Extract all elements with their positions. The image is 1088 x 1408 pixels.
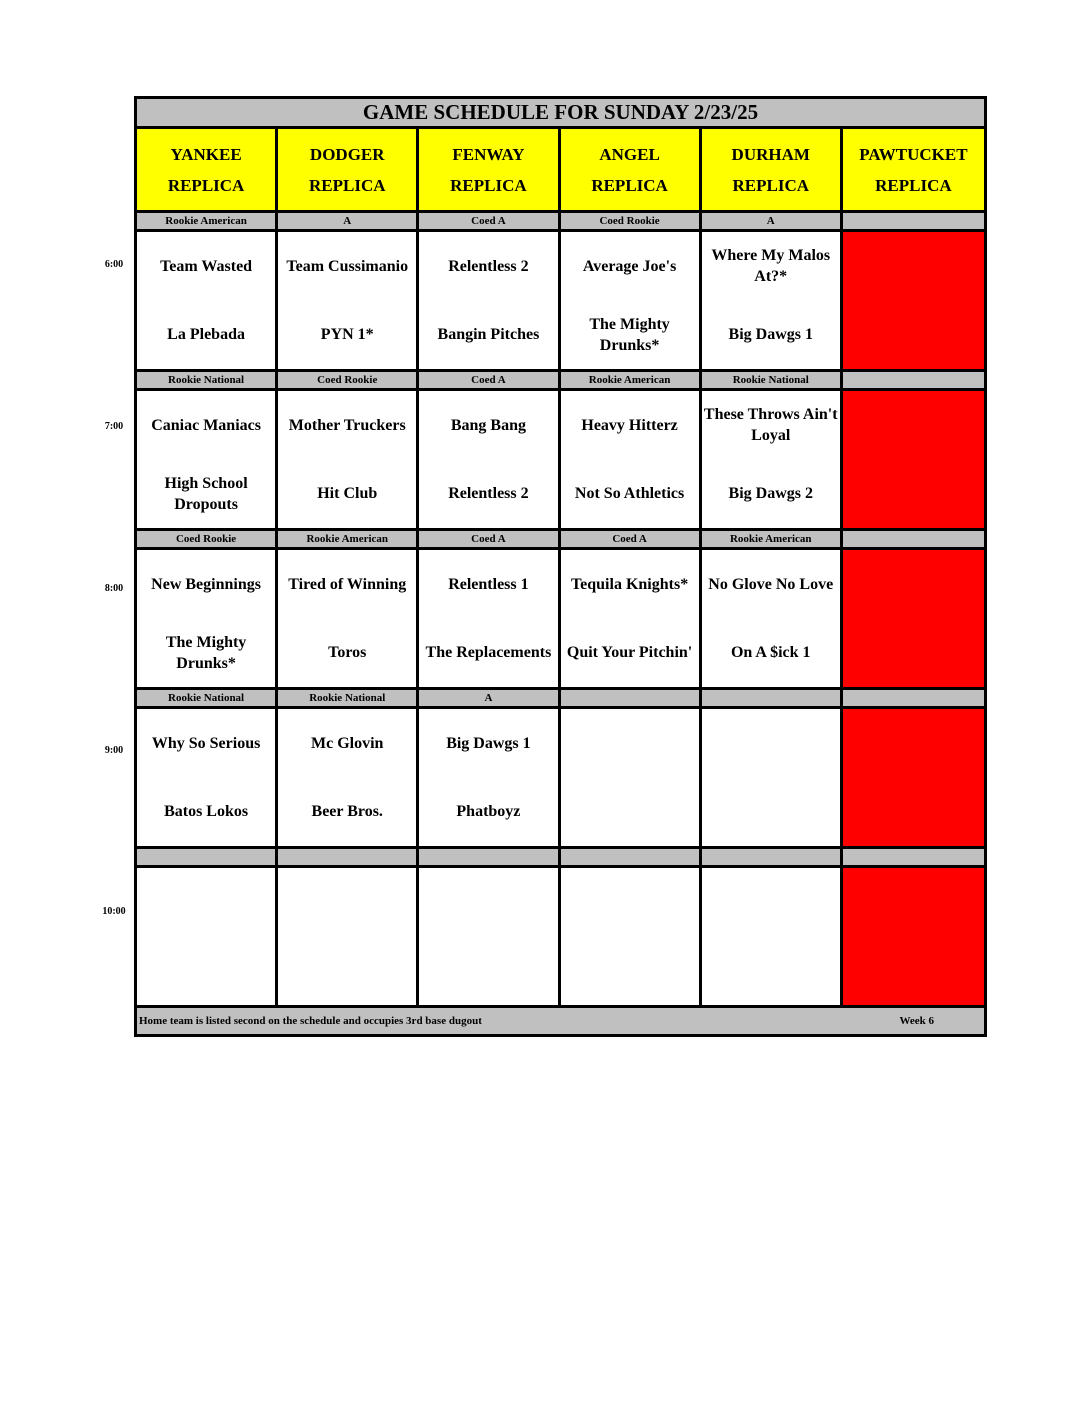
week-label: Week 6 bbox=[899, 1015, 934, 1027]
division-label bbox=[561, 849, 702, 865]
division-label: Rookie National bbox=[702, 372, 843, 388]
away-team: Relentless 2 bbox=[448, 257, 529, 275]
closed-field-cell bbox=[843, 550, 984, 687]
home-team: Hit Club bbox=[317, 485, 378, 503]
division-label: Rookie American bbox=[702, 531, 843, 547]
division-label: Coed Rookie bbox=[137, 531, 278, 547]
home-team: The Replacements bbox=[425, 644, 552, 662]
home-team bbox=[702, 937, 840, 1006]
closed-field-cell bbox=[843, 213, 984, 229]
field-sub: REPLICA bbox=[591, 175, 668, 195]
home-team: Bangin Pitches bbox=[437, 326, 540, 344]
field-sub: REPLICA bbox=[875, 175, 952, 195]
game-cell bbox=[702, 709, 843, 846]
division-label bbox=[419, 849, 560, 865]
division-label: Coed A bbox=[561, 531, 702, 547]
schedule-table bbox=[134, 96, 987, 1037]
game-cell bbox=[702, 391, 843, 528]
home-team: On A $ick 1 bbox=[730, 644, 811, 662]
game-cell bbox=[561, 391, 702, 528]
division-label: Coed A bbox=[419, 531, 560, 547]
game-cell bbox=[278, 232, 419, 369]
away-team: Bang Bang bbox=[450, 416, 526, 434]
field-sub: REPLICA bbox=[450, 175, 527, 195]
game-cell bbox=[561, 868, 702, 1005]
field-header-row bbox=[137, 129, 984, 213]
time-label-600: 6:00 bbox=[104, 259, 124, 270]
field-header-pawtucket bbox=[843, 129, 984, 210]
game-cell bbox=[561, 709, 702, 846]
game-cell bbox=[419, 868, 560, 1005]
game-cell bbox=[561, 232, 702, 369]
home-team: Batos Lokos bbox=[164, 803, 249, 821]
time-label-800: 8:00 bbox=[104, 583, 124, 594]
game-cell bbox=[278, 868, 419, 1005]
home-team bbox=[137, 937, 275, 1006]
home-team: The Mighty Drunks* bbox=[165, 633, 247, 672]
schedule-title: GAME SCHEDULE FOR SUNDAY 2/23/25 bbox=[137, 99, 984, 129]
away-team bbox=[561, 709, 699, 778]
time-label-900: 9:00 bbox=[104, 745, 124, 756]
away-team: Heavy Hitterz bbox=[581, 416, 678, 434]
away-team bbox=[702, 868, 840, 937]
division-label: Rookie American bbox=[278, 531, 419, 547]
home-team: Big Dawgs 2 bbox=[728, 485, 813, 503]
home-team: Beer Bros. bbox=[311, 803, 383, 821]
away-team: Big Dawgs 1 bbox=[446, 734, 531, 752]
division-label: Coed Rookie bbox=[278, 372, 419, 388]
away-team: No Glove No Love bbox=[708, 575, 834, 593]
field-header-angel bbox=[561, 129, 702, 210]
closed-field-cell bbox=[843, 531, 984, 547]
closed-field-cell bbox=[843, 709, 984, 846]
division-label: Rookie National bbox=[137, 372, 278, 388]
game-cell bbox=[419, 709, 560, 846]
time-label-1000: 10:00 bbox=[102, 906, 126, 917]
closed-field-cell bbox=[843, 868, 984, 1005]
division-label: A bbox=[419, 690, 560, 706]
away-team: Tequila Knights* bbox=[570, 575, 689, 593]
field-header-yankee bbox=[137, 129, 278, 210]
division-label bbox=[561, 690, 702, 706]
game-row-700 bbox=[137, 391, 984, 531]
away-team: Why So Serious bbox=[151, 734, 261, 752]
game-cell bbox=[278, 709, 419, 846]
division-row-800 bbox=[137, 531, 984, 550]
home-team: Quit Your Pitchin' bbox=[566, 644, 693, 662]
away-team: Relentless 1 bbox=[448, 575, 529, 593]
game-cell bbox=[278, 391, 419, 528]
game-row-1000 bbox=[137, 868, 984, 1008]
closed-field-cell bbox=[843, 232, 984, 369]
home-team: Big Dawgs 1 bbox=[728, 326, 813, 344]
field-sub: REPLICA bbox=[167, 175, 245, 195]
division-label: Rookie National bbox=[137, 690, 278, 706]
away-team: Average Joe's bbox=[582, 257, 677, 275]
game-cell bbox=[137, 868, 278, 1005]
division-row-600 bbox=[137, 213, 984, 232]
home-team bbox=[278, 937, 416, 1006]
division-label: Rookie American bbox=[561, 372, 702, 388]
away-team bbox=[278, 868, 416, 937]
away-team bbox=[561, 868, 699, 937]
game-cell bbox=[278, 550, 419, 687]
away-team: Mc Glovin bbox=[311, 734, 384, 752]
home-team bbox=[702, 778, 840, 847]
division-label: A bbox=[278, 213, 419, 229]
home-team: Not So Athletics bbox=[574, 485, 685, 503]
home-team-note: Home team is listed second on the schedule and occupies 3rd base dugout bbox=[139, 1015, 482, 1027]
game-cell bbox=[419, 232, 560, 369]
home-team: The Mighty Drunks* bbox=[589, 315, 670, 354]
field-name: PAWTUCKET bbox=[859, 144, 968, 164]
home-team bbox=[419, 937, 557, 1006]
game-cell bbox=[137, 709, 278, 846]
away-team: Mother Truckers bbox=[288, 416, 406, 434]
game-row-900 bbox=[137, 709, 984, 849]
division-label bbox=[702, 849, 843, 865]
field-name: ANGEL bbox=[599, 144, 660, 164]
field-name: DODGER bbox=[309, 144, 385, 164]
game-cell bbox=[419, 391, 560, 528]
away-team: Team Cussimanio bbox=[286, 257, 409, 275]
closed-field-cell bbox=[843, 391, 984, 528]
game-cell bbox=[419, 550, 560, 687]
closed-field-cell bbox=[843, 372, 984, 388]
game-cell bbox=[137, 550, 278, 687]
home-team: Toros bbox=[328, 644, 367, 662]
field-sub: REPLICA bbox=[732, 175, 809, 195]
game-row-600 bbox=[137, 232, 984, 372]
away-team: Team Wasted bbox=[160, 257, 253, 275]
game-row-800 bbox=[137, 550, 984, 690]
division-label: Coed A bbox=[419, 213, 560, 229]
field-header-fenway bbox=[419, 129, 560, 210]
schedule-footer bbox=[137, 1008, 984, 1034]
field-header-durham bbox=[702, 129, 843, 210]
away-team bbox=[702, 709, 840, 778]
game-cell bbox=[137, 391, 278, 528]
game-cell bbox=[137, 232, 278, 369]
division-label: Coed Rookie bbox=[561, 213, 702, 229]
field-name: FENWAY bbox=[452, 144, 525, 164]
home-team: High School Dropouts bbox=[164, 474, 248, 513]
away-team bbox=[137, 868, 275, 937]
division-label bbox=[278, 849, 419, 865]
division-label: Rookie American bbox=[137, 213, 278, 229]
home-team: Phatboyz bbox=[456, 803, 521, 821]
home-team: PYN 1* bbox=[320, 326, 374, 344]
division-row-900 bbox=[137, 690, 984, 709]
home-team bbox=[561, 778, 699, 847]
closed-field-cell bbox=[843, 690, 984, 706]
division-label: A bbox=[702, 213, 843, 229]
game-cell bbox=[702, 232, 843, 369]
division-label: Rookie National bbox=[278, 690, 419, 706]
field-sub: REPLICA bbox=[308, 175, 386, 195]
home-team: Relentless 2 bbox=[448, 485, 529, 503]
away-team: Where My Malos At?* bbox=[711, 247, 831, 286]
field-name: DURHAM bbox=[731, 144, 810, 164]
game-cell bbox=[702, 868, 843, 1005]
away-team: New Beginnings bbox=[151, 575, 261, 593]
away-team: Tired of Winning bbox=[288, 575, 407, 593]
game-cell bbox=[561, 550, 702, 687]
game-cell bbox=[702, 550, 843, 687]
division-row-1000 bbox=[137, 849, 984, 868]
division-label: Coed A bbox=[419, 372, 560, 388]
division-label bbox=[137, 849, 278, 865]
closed-field-cell bbox=[843, 849, 984, 865]
time-label-700: 7:00 bbox=[104, 421, 124, 432]
division-label bbox=[702, 690, 843, 706]
away-team: Caniac Maniacs bbox=[151, 416, 261, 434]
home-team bbox=[561, 937, 699, 1006]
division-row-700 bbox=[137, 372, 984, 391]
home-team: La Plebada bbox=[167, 326, 245, 344]
field-header-dodger bbox=[278, 129, 419, 210]
away-team bbox=[419, 868, 557, 937]
field-name: YANKEE bbox=[170, 144, 242, 164]
away-team: These Throws Ain't Loyal bbox=[703, 406, 838, 445]
